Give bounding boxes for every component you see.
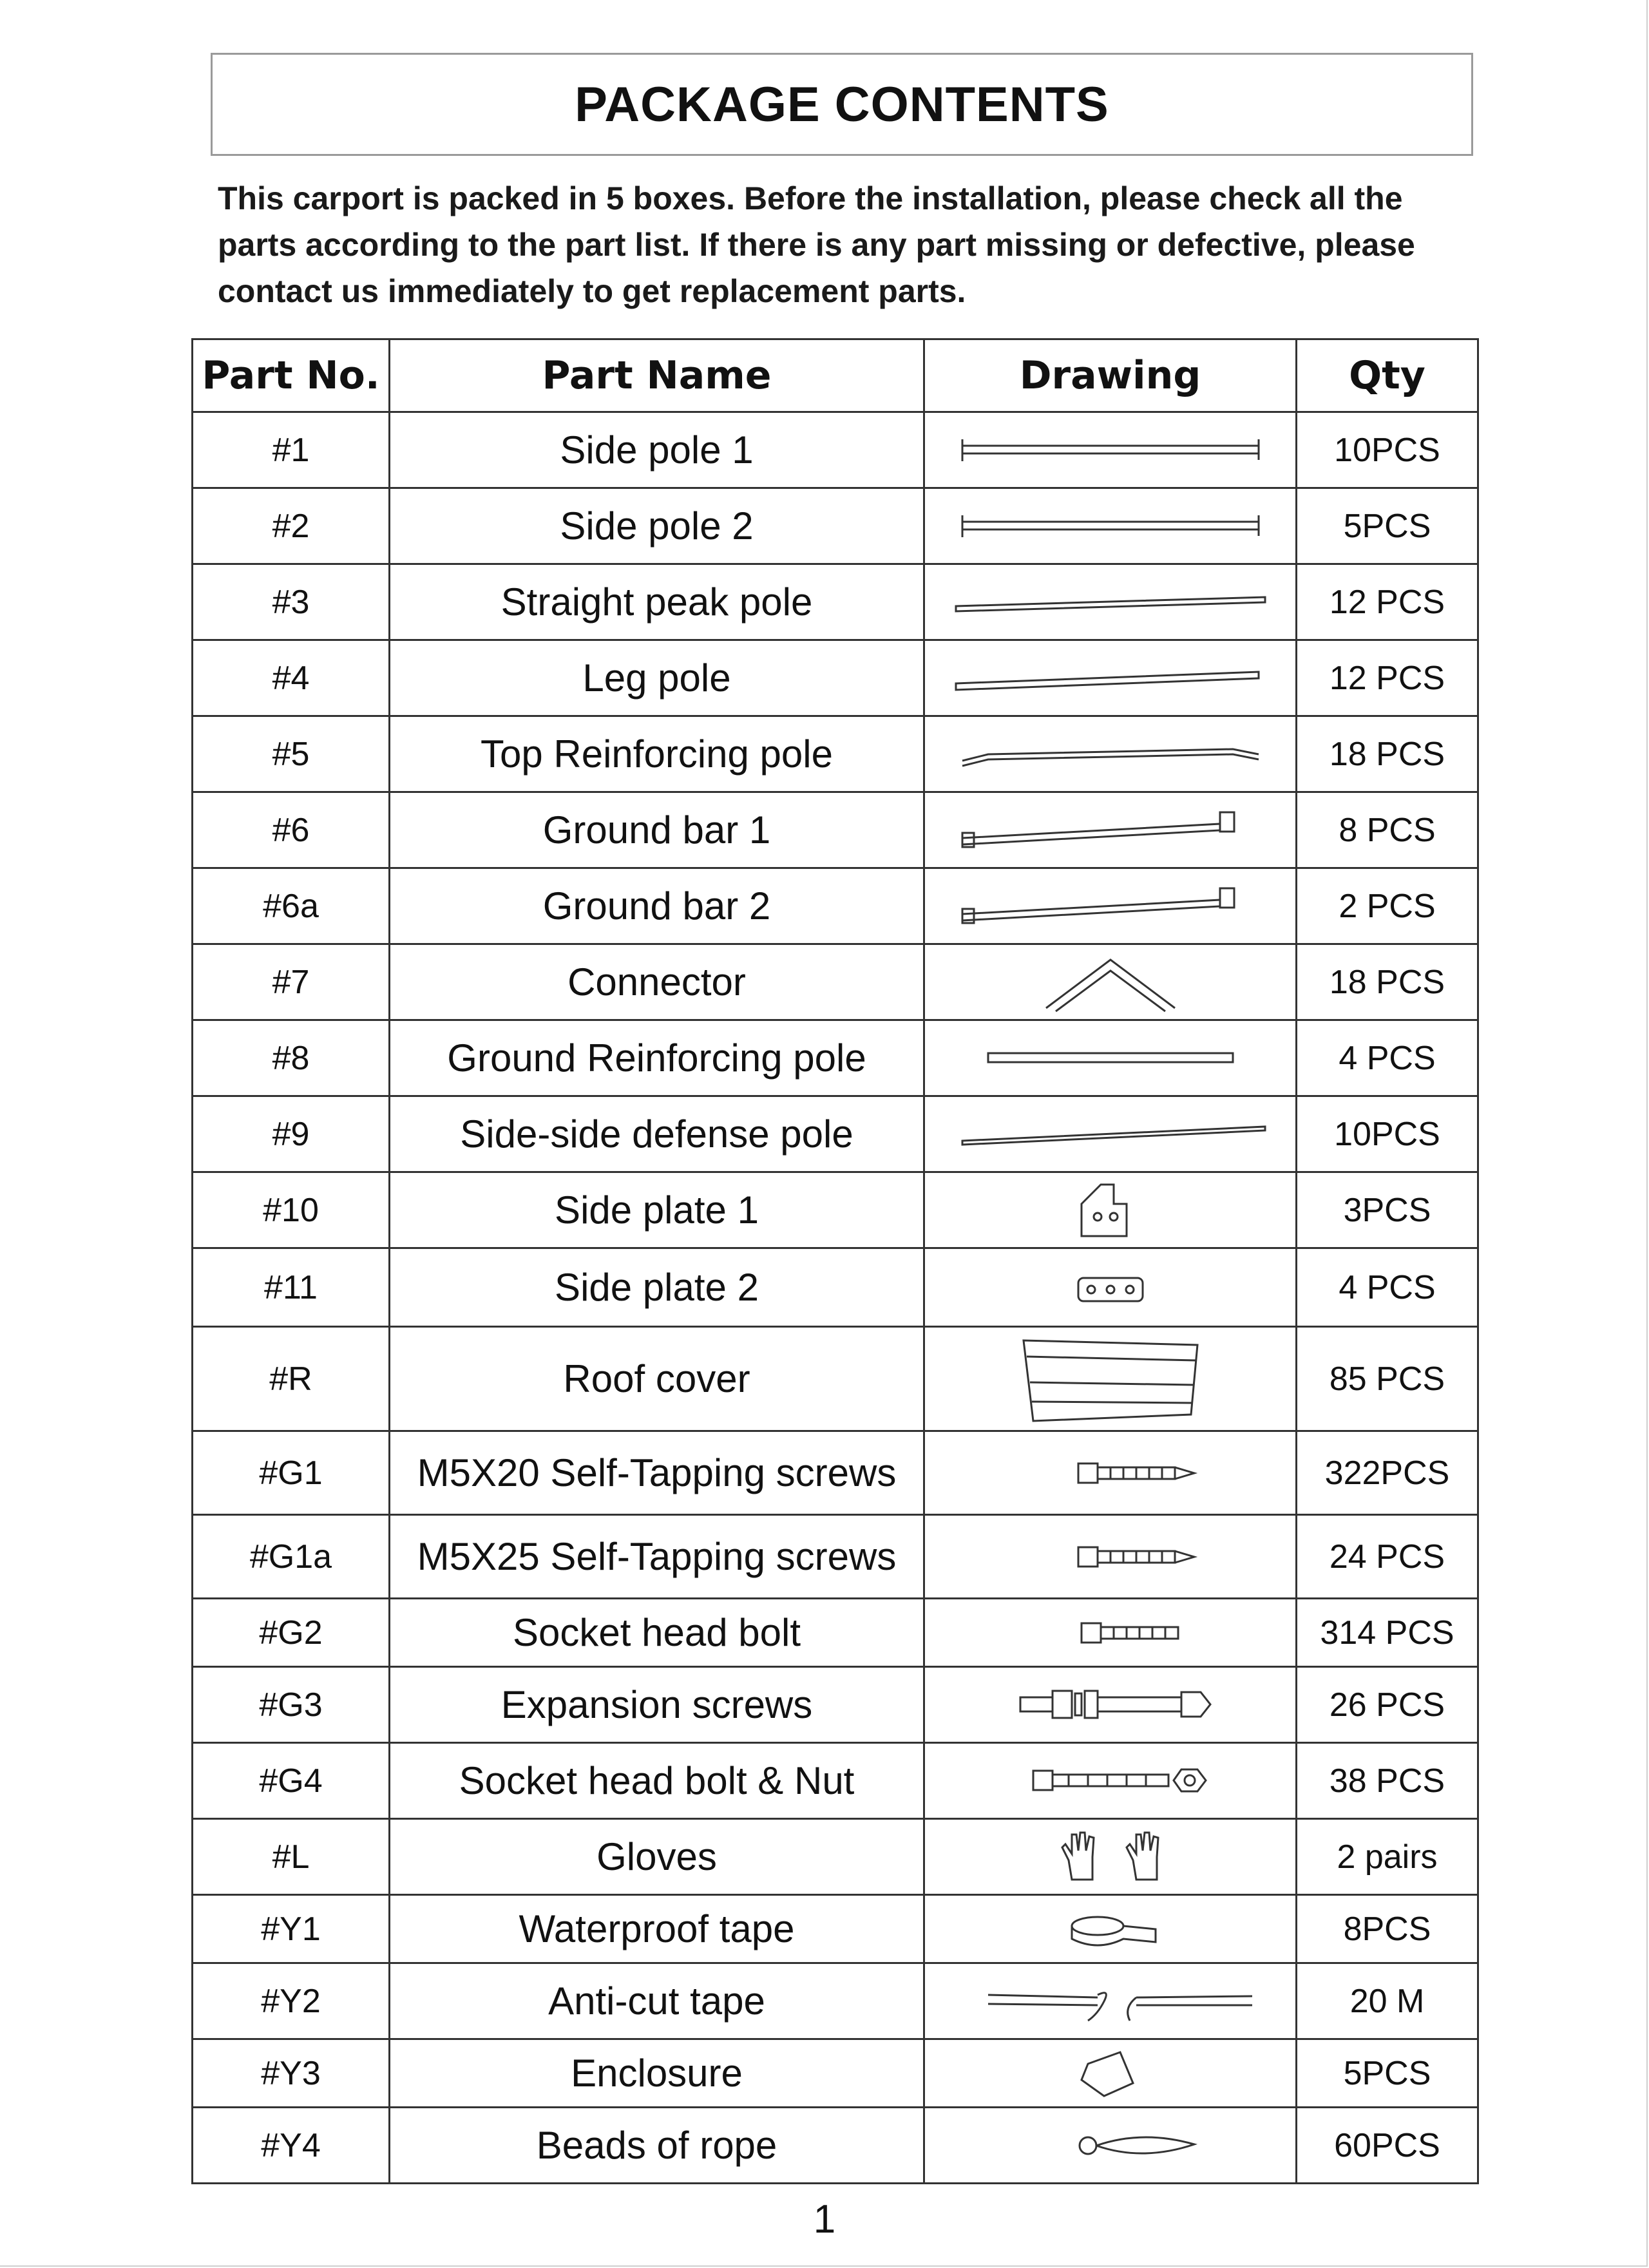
roof-cover-icon [925,1331,1295,1427]
part-quantity: 26 PCS [1297,1667,1478,1743]
table-header-row [193,339,1478,412]
part-quantity: 12 PCS [1297,564,1478,640]
part-number: #R [193,1327,390,1431]
part-number: #8 [193,1020,390,1096]
part-number: #Y1 [193,1895,390,1963]
part-number: #3 [193,564,390,640]
table-row [193,1515,1478,1599]
part-quantity: 18 PCS [1297,716,1478,792]
part-number: #Y3 [193,2039,390,2108]
table-row [193,868,1478,944]
table-row [193,1096,1478,1172]
title-box [211,53,1473,156]
side-plate-flat-icon [925,1262,1295,1313]
part-name: Anti-cut tape [390,1963,924,2039]
part-name: M5X20 Self-Tapping screws [390,1431,924,1515]
part-number: #G2 [193,1599,390,1667]
part-drawing [924,1431,1297,1515]
part-name: Side-side defense pole [390,1096,924,1172]
table-row [193,640,1478,716]
part-name: Side pole 1 [390,412,924,488]
table-row [193,1327,1478,1431]
table-row [193,1963,1478,2039]
part-quantity: 8 PCS [1297,792,1478,868]
part-quantity: 5PCS [1297,488,1478,564]
ground-bar-icon [925,881,1295,932]
part-drawing [924,716,1297,792]
defense-pole-icon [925,1115,1295,1154]
part-quantity: 20 M [1297,1963,1478,2039]
header-part-name: Part Name [390,339,924,412]
gloves-icon [925,1825,1295,1889]
part-drawing [924,1963,1297,2039]
part-quantity: 322PCS [1297,1431,1478,1515]
part-quantity: 10PCS [1297,412,1478,488]
part-number: #Y2 [193,1963,390,2039]
table-row [193,1667,1478,1743]
part-quantity: 3PCS [1297,1172,1478,1248]
part-drawing [924,1172,1297,1248]
table-row [193,1599,1478,1667]
table-row [193,1895,1478,1963]
bolt-icon [925,1610,1295,1655]
part-drawing [924,1743,1297,1819]
part-number: #7 [193,944,390,1020]
part-number: #G1a [193,1515,390,1599]
rope-beads-icon [925,2120,1295,2171]
part-quantity: 12 PCS [1297,640,1478,716]
page-number: 1 [813,2197,836,2242]
part-quantity: 38 PCS [1297,1743,1478,1819]
table-row [193,944,1478,1020]
table-row [193,2039,1478,2108]
part-quantity: 314 PCS [1297,1599,1478,1667]
anti-cut-tape-icon [925,1976,1295,2027]
part-number: #L [193,1819,390,1895]
part-quantity: 5PCS [1297,2039,1478,2108]
part-name: Socket head bolt [390,1599,924,1667]
table-row [193,1431,1478,1515]
part-quantity: 85 PCS [1297,1327,1478,1431]
part-drawing [924,1096,1297,1172]
part-quantity: 60PCS [1297,2108,1478,2184]
part-name: Side pole 2 [390,488,924,564]
table-row [193,716,1478,792]
part-number: #1 [193,412,390,488]
part-drawing [924,1599,1297,1667]
part-quantity: 2 PCS [1297,868,1478,944]
part-name: Ground Reinforcing pole [390,1020,924,1096]
part-quantity: 18 PCS [1297,944,1478,1020]
part-drawing [924,1819,1297,1895]
screw-icon [925,1451,1295,1496]
table-row [193,488,1478,564]
part-drawing [924,1327,1297,1431]
part-drawing [924,2108,1297,2184]
part-name: Side plate 2 [390,1248,924,1327]
part-number: #G1 [193,1431,390,1515]
reinforcing-pole-icon [925,735,1295,774]
part-drawing [924,1020,1297,1096]
part-drawing [924,564,1297,640]
part-number: #5 [193,716,390,792]
header-drawing: Drawing [924,339,1297,412]
part-quantity: 24 PCS [1297,1515,1478,1599]
part-name: Roof cover [390,1327,924,1431]
table-row [193,1743,1478,1819]
part-name: Expansion screws [390,1667,924,1743]
part-drawing [924,2039,1297,2108]
side-pole-icon [925,504,1295,549]
part-name: Waterproof tape [390,1895,924,1963]
part-drawing [924,1248,1297,1327]
bolt-nut-icon [925,1755,1295,1807]
part-name: Beads of rope [390,2108,924,2184]
screw-icon [925,1534,1295,1579]
table-row [193,1020,1478,1096]
part-name: Top Reinforcing pole [390,716,924,792]
part-drawing [924,944,1297,1020]
table-row [193,1172,1478,1248]
table-row [193,792,1478,868]
part-name: Ground bar 1 [390,792,924,868]
part-number: #2 [193,488,390,564]
part-drawing [924,412,1297,488]
part-number: #Y4 [193,2108,390,2184]
side-plate-icon [925,1175,1295,1246]
table-row [193,1819,1478,1895]
part-number: #G3 [193,1667,390,1743]
part-name: Straight peak pole [390,564,924,640]
part-name: Enclosure [390,2039,924,2108]
tape-roll-icon [925,1900,1295,1958]
part-name: M5X25 Self-Tapping screws [390,1515,924,1599]
header-part-no: Part No. [193,339,390,412]
part-name: Socket head bolt & Nut [390,1743,924,1819]
page-title: PACKAGE CONTENTS [575,77,1109,132]
part-name: Gloves [390,1819,924,1895]
part-quantity: 2 pairs [1297,1819,1478,1895]
part-number: #4 [193,640,390,716]
intro-paragraph: This carport is packed in 5 boxes. Before the installation, please check all the parts according to the part list. If there is any part missing or defective, please contact us immediately to get replacement parts. [218,180,1415,309]
expansion-screw-icon [925,1679,1295,1731]
part-quantity: 4 PCS [1297,1020,1478,1096]
part-drawing [924,792,1297,868]
table-row [193,1248,1478,1327]
parts-table [191,338,1479,2184]
table-row [193,412,1478,488]
table-row [193,2108,1478,2184]
enclosure-icon [925,2044,1295,2102]
part-drawing [924,1895,1297,1963]
connector-icon [925,950,1295,1015]
part-number: #11 [193,1248,390,1327]
part-number: #9 [193,1096,390,1172]
part-drawing [924,488,1297,564]
leg-pole-icon [925,659,1295,698]
part-name: Connector [390,944,924,1020]
ground-reinforcing-pole-icon [925,1039,1295,1078]
part-number: #10 [193,1172,390,1248]
part-drawing [924,1667,1297,1743]
part-quantity: 4 PCS [1297,1248,1478,1327]
part-drawing [924,1515,1297,1599]
header-qty: Qty [1297,339,1478,412]
part-quantity: 8PCS [1297,1895,1478,1963]
table-row [193,564,1478,640]
ground-bar-icon [925,805,1295,856]
side-pole-icon [925,428,1295,473]
part-name: Leg pole [390,640,924,716]
peak-pole-icon [925,583,1295,622]
part-number: #6 [193,792,390,868]
part-number: #G4 [193,1743,390,1819]
part-drawing [924,640,1297,716]
part-quantity: 10PCS [1297,1096,1478,1172]
part-name: Ground bar 2 [390,868,924,944]
part-name: Side plate 1 [390,1172,924,1248]
part-drawing [924,868,1297,944]
part-number: #6a [193,868,390,944]
